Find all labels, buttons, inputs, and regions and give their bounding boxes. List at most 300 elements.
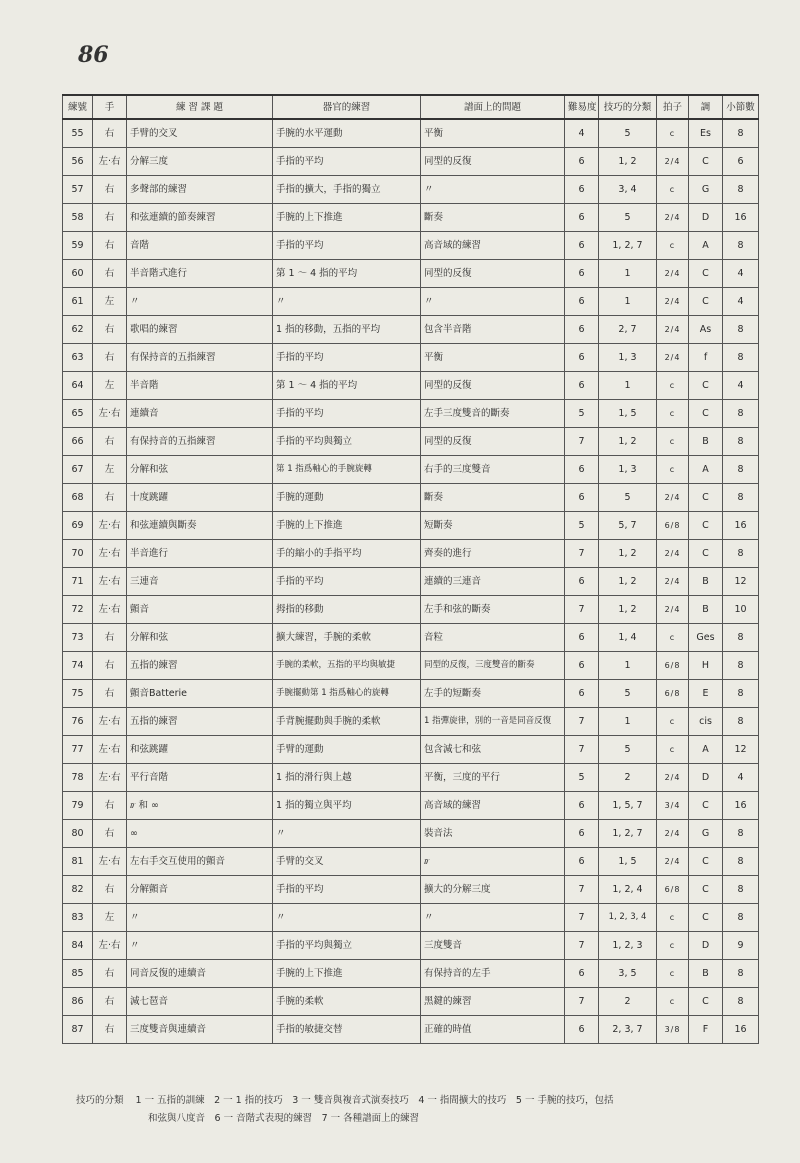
exercise-number-cell: 66 — [63, 428, 93, 456]
measure-count-cell: 8 — [723, 400, 759, 428]
topic-cell: 手臂的交叉 — [127, 119, 273, 148]
organ-practice-cell: 〃 — [273, 820, 421, 848]
key-cell: D — [689, 932, 723, 960]
header-cell: 練號 — [63, 95, 93, 119]
measure-count-cell: 8 — [723, 176, 759, 204]
organ-practice-cell: 手指的平均 — [273, 344, 421, 372]
organ-practice-cell: 手指的平均 — [273, 568, 421, 596]
topic-cell: 𝆖 和 ∞ — [127, 792, 273, 820]
table-row — [63, 148, 759, 176]
difficulty-cell: 6 — [565, 792, 599, 820]
key-cell: C — [689, 988, 723, 1016]
difficulty-cell: 6 — [565, 204, 599, 232]
header-cell: 小節數 — [723, 95, 759, 119]
exercise-number-cell: 71 — [63, 568, 93, 596]
technique-category-cell: 1 — [599, 372, 657, 400]
difficulty-cell: 5 — [565, 764, 599, 792]
meter-cell: c — [657, 119, 689, 148]
meter-cell: c — [657, 176, 689, 204]
table-row — [63, 792, 759, 820]
exercise-number-cell: 57 — [63, 176, 93, 204]
meter-cell: c — [657, 232, 689, 260]
score-problem-cell: 同型的反復 — [421, 428, 565, 456]
organ-practice-cell: 擴大練習，手腕的柔軟 — [273, 624, 421, 652]
hand-cell: 右 — [93, 260, 127, 288]
exercise-number-cell: 58 — [63, 204, 93, 232]
technique-category-cell: 1, 2 — [599, 568, 657, 596]
exercise-number-cell: 85 — [63, 960, 93, 988]
table-row — [63, 876, 759, 904]
organ-practice-cell: 1 指的移動，五指的平均 — [273, 316, 421, 344]
table-row — [63, 652, 759, 680]
topic-cell: 顫音Batterie — [127, 680, 273, 708]
difficulty-cell: 6 — [565, 568, 599, 596]
organ-practice-cell: 手臂的運動 — [273, 736, 421, 764]
exercise-number-cell: 62 — [63, 316, 93, 344]
table-row — [63, 708, 759, 736]
difficulty-cell: 6 — [565, 624, 599, 652]
score-problem-cell: 平衡 — [421, 119, 565, 148]
table-row — [63, 232, 759, 260]
score-problem-cell: 〃 — [421, 176, 565, 204]
score-problem-cell: 1 指彈旋律，別的一音是同音反復 — [421, 708, 565, 736]
key-cell: Es — [689, 119, 723, 148]
score-problem-cell: 斷奏 — [421, 484, 565, 512]
topic-cell: 半音階 — [127, 372, 273, 400]
score-problem-cell: 黑鍵的練習 — [421, 988, 565, 1016]
technique-category-cell: 3, 4 — [599, 176, 657, 204]
technique-category-cell: 2, 7 — [599, 316, 657, 344]
table-row — [63, 1016, 759, 1044]
technique-category-cell: 2 — [599, 764, 657, 792]
topic-cell: 十度跳躍 — [127, 484, 273, 512]
hand-cell: 左·右 — [93, 932, 127, 960]
measure-count-cell: 8 — [723, 624, 759, 652]
technique-category-cell: 5 — [599, 204, 657, 232]
meter-cell: c — [657, 736, 689, 764]
exercise-number-cell: 55 — [63, 119, 93, 148]
technique-category-cell: 5, 7 — [599, 512, 657, 540]
table-row — [63, 848, 759, 876]
score-problem-cell: 𝆖 — [421, 848, 565, 876]
technique-category-cell: 1 — [599, 288, 657, 316]
meter-cell: 6/8 — [657, 680, 689, 708]
topic-cell: 分解和弦 — [127, 624, 273, 652]
score-problem-cell: 左手的短斷奏 — [421, 680, 565, 708]
hand-cell: 左 — [93, 456, 127, 484]
exercise-number-cell: 79 — [63, 792, 93, 820]
difficulty-cell: 6 — [565, 260, 599, 288]
key-cell: C — [689, 540, 723, 568]
measure-count-cell: 4 — [723, 764, 759, 792]
technique-category-cell: 1, 5, 7 — [599, 792, 657, 820]
exercise-number-cell: 78 — [63, 764, 93, 792]
score-problem-cell: 右手的三度雙音 — [421, 456, 565, 484]
hand-cell: 右 — [93, 316, 127, 344]
organ-practice-cell: 手腕擺動第 1 指爲軸心的旋轉 — [273, 680, 421, 708]
key-cell: C — [689, 148, 723, 176]
footnote-line-1: 1 一 五指的訓練 2 一 1 指的技巧 3 一 雙音與複音式演奏技巧 4 一 指間擴大的技巧 5 一 手腕的技巧，包括 — [135, 1095, 614, 1106]
measure-count-cell: 16 — [723, 1016, 759, 1044]
hand-cell: 右 — [93, 652, 127, 680]
hand-cell: 右 — [93, 624, 127, 652]
table-body — [63, 119, 759, 1044]
score-problem-cell: 高音域的練習 — [421, 792, 565, 820]
measure-count-cell: 8 — [723, 876, 759, 904]
measure-count-cell: 10 — [723, 596, 759, 624]
measure-count-cell: 8 — [723, 848, 759, 876]
hand-cell: 右 — [93, 344, 127, 372]
difficulty-cell: 7 — [565, 876, 599, 904]
difficulty-cell: 6 — [565, 344, 599, 372]
technique-category-cell: 1, 5 — [599, 848, 657, 876]
topic-cell: 〃 — [127, 288, 273, 316]
measure-count-cell: 4 — [723, 260, 759, 288]
meter-cell: c — [657, 932, 689, 960]
exercise-number-cell: 61 — [63, 288, 93, 316]
measure-count-cell: 12 — [723, 568, 759, 596]
difficulty-cell: 7 — [565, 428, 599, 456]
topic-cell: 左右手交互使用的顫音 — [127, 848, 273, 876]
score-problem-cell: 擴大的分解三度 — [421, 876, 565, 904]
score-problem-cell: 〃 — [421, 288, 565, 316]
header-cell: 難易度 — [565, 95, 599, 119]
topic-cell: 平行音階 — [127, 764, 273, 792]
organ-practice-cell: 手指的平均與獨立 — [273, 428, 421, 456]
exercise-number-cell: 60 — [63, 260, 93, 288]
meter-cell: 2/4 — [657, 260, 689, 288]
score-problem-cell: 同型的反復，三度雙音的斷奏 — [421, 652, 565, 680]
table-row — [63, 960, 759, 988]
hand-cell: 左·右 — [93, 596, 127, 624]
technique-category-cell: 1, 3 — [599, 344, 657, 372]
difficulty-cell: 6 — [565, 848, 599, 876]
meter-cell: 3/4 — [657, 792, 689, 820]
table-row — [63, 680, 759, 708]
key-cell: E — [689, 680, 723, 708]
topic-cell: 多聲部的練習 — [127, 176, 273, 204]
topic-cell: 有保持音的五指練習 — [127, 344, 273, 372]
hand-cell: 左 — [93, 904, 127, 932]
hand-cell: 右 — [93, 119, 127, 148]
difficulty-cell: 7 — [565, 596, 599, 624]
difficulty-cell: 6 — [565, 960, 599, 988]
meter-cell: c — [657, 456, 689, 484]
meter-cell: 3/8 — [657, 1016, 689, 1044]
table-row — [63, 316, 759, 344]
measure-count-cell: 16 — [723, 792, 759, 820]
table-row — [63, 988, 759, 1016]
difficulty-cell: 7 — [565, 540, 599, 568]
technique-footnote — [76, 1092, 766, 1128]
technique-category-cell: 1, 2 — [599, 148, 657, 176]
score-problem-cell: 包含減七和弦 — [421, 736, 565, 764]
measure-count-cell: 8 — [723, 708, 759, 736]
organ-practice-cell: 1 指的獨立與平均 — [273, 792, 421, 820]
exercise-number-cell: 75 — [63, 680, 93, 708]
exercise-number-cell: 63 — [63, 344, 93, 372]
difficulty-cell: 7 — [565, 932, 599, 960]
exercise-number-cell: 82 — [63, 876, 93, 904]
organ-practice-cell: 手臂的交叉 — [273, 848, 421, 876]
table-row — [63, 568, 759, 596]
meter-cell: 2/4 — [657, 204, 689, 232]
organ-practice-cell: 〃 — [273, 904, 421, 932]
organ-practice-cell: 手腕的柔軟 — [273, 988, 421, 1016]
header-cell: 器官的練習 — [273, 95, 421, 119]
exercise-number-cell: 87 — [63, 1016, 93, 1044]
key-cell: A — [689, 736, 723, 764]
measure-count-cell: 6 — [723, 148, 759, 176]
technique-category-cell: 5 — [599, 484, 657, 512]
topic-cell: 連續音 — [127, 400, 273, 428]
technique-category-cell: 1, 4 — [599, 624, 657, 652]
organ-practice-cell: 第 1 指爲軸心的手腕旋轉 — [273, 456, 421, 484]
difficulty-cell: 6 — [565, 820, 599, 848]
measure-count-cell: 9 — [723, 932, 759, 960]
table-row — [63, 820, 759, 848]
measure-count-cell: 8 — [723, 904, 759, 932]
score-problem-cell: 正確的時值 — [421, 1016, 565, 1044]
topic-cell: 顫音 — [127, 596, 273, 624]
score-problem-cell: 包含半音階 — [421, 316, 565, 344]
score-problem-cell: 音粒 — [421, 624, 565, 652]
table-row — [63, 344, 759, 372]
topic-cell: 和弦跳躍 — [127, 736, 273, 764]
technique-category-cell: 1, 2, 3, 4 — [599, 904, 657, 932]
table-row — [63, 904, 759, 932]
topic-cell: 和弦連續與斷奏 — [127, 512, 273, 540]
difficulty-cell: 6 — [565, 232, 599, 260]
hand-cell: 右 — [93, 876, 127, 904]
measure-count-cell: 4 — [723, 372, 759, 400]
hand-cell: 右 — [93, 820, 127, 848]
technique-category-cell: 5 — [599, 680, 657, 708]
hand-cell: 右 — [93, 988, 127, 1016]
topic-cell: 五指的練習 — [127, 708, 273, 736]
measure-count-cell: 8 — [723, 960, 759, 988]
score-problem-cell: 平衡，三度的平行 — [421, 764, 565, 792]
score-problem-cell: 三度雙音 — [421, 932, 565, 960]
key-cell: Ges — [689, 624, 723, 652]
difficulty-cell: 6 — [565, 372, 599, 400]
table-row — [63, 260, 759, 288]
hand-cell: 左·右 — [93, 736, 127, 764]
hand-cell: 右 — [93, 232, 127, 260]
exercise-number-cell: 64 — [63, 372, 93, 400]
hand-cell: 右 — [93, 176, 127, 204]
table-row — [63, 372, 759, 400]
difficulty-cell: 6 — [565, 316, 599, 344]
exercise-number-cell: 67 — [63, 456, 93, 484]
technique-category-cell: 2 — [599, 988, 657, 1016]
key-cell: A — [689, 232, 723, 260]
topic-cell: ∞ — [127, 820, 273, 848]
difficulty-cell: 4 — [565, 119, 599, 148]
technique-category-cell: 5 — [599, 736, 657, 764]
meter-cell: 2/4 — [657, 596, 689, 624]
topic-cell: 分解顫音 — [127, 876, 273, 904]
meter-cell: 2/4 — [657, 148, 689, 176]
page-number: 86 — [78, 42, 109, 68]
technique-category-cell: 1, 3 — [599, 456, 657, 484]
measure-count-cell: 12 — [723, 736, 759, 764]
organ-practice-cell: 手腕的運動 — [273, 484, 421, 512]
technique-category-cell: 1 — [599, 708, 657, 736]
exercise-number-cell: 72 — [63, 596, 93, 624]
key-cell: cis — [689, 708, 723, 736]
hand-cell: 右 — [93, 1016, 127, 1044]
table-row — [63, 428, 759, 456]
meter-cell: c — [657, 904, 689, 932]
header-cell: 練 習 課 題 — [127, 95, 273, 119]
meter-cell: 2/4 — [657, 344, 689, 372]
difficulty-cell: 7 — [565, 708, 599, 736]
organ-practice-cell: 手背腕擺動與手腕的柔軟 — [273, 708, 421, 736]
measure-count-cell: 8 — [723, 316, 759, 344]
organ-practice-cell: 〃 — [273, 288, 421, 316]
table-header-row — [63, 95, 759, 119]
hand-cell: 左·右 — [93, 148, 127, 176]
exercise-number-cell: 76 — [63, 708, 93, 736]
meter-cell: 2/4 — [657, 764, 689, 792]
topic-cell: 半音進行 — [127, 540, 273, 568]
difficulty-cell: 6 — [565, 176, 599, 204]
footnote-label: 技巧的分類 — [76, 1095, 124, 1106]
meter-cell: c — [657, 428, 689, 456]
organ-practice-cell: 手的縮小的手指平均 — [273, 540, 421, 568]
table-row — [63, 932, 759, 960]
meter-cell: 2/4 — [657, 316, 689, 344]
measure-count-cell: 8 — [723, 680, 759, 708]
hand-cell: 左·右 — [93, 400, 127, 428]
topic-cell: 三度雙音與連續音 — [127, 1016, 273, 1044]
key-cell: C — [689, 904, 723, 932]
key-cell: H — [689, 652, 723, 680]
organ-practice-cell: 手腕的柔軟，五指的平均與敏捷 — [273, 652, 421, 680]
organ-practice-cell: 手腕的水平運動 — [273, 119, 421, 148]
score-problem-cell: 裝音法 — [421, 820, 565, 848]
exercise-number-cell: 80 — [63, 820, 93, 848]
organ-practice-cell: 1 指的滑行與上越 — [273, 764, 421, 792]
organ-practice-cell: 手指的平均 — [273, 232, 421, 260]
key-cell: C — [689, 288, 723, 316]
organ-practice-cell: 第 1 ～ 4 指的平均 — [273, 260, 421, 288]
meter-cell: 6/8 — [657, 876, 689, 904]
score-problem-cell: 同型的反復 — [421, 372, 565, 400]
table-row — [63, 484, 759, 512]
table-row — [63, 540, 759, 568]
topic-cell: 半音階式進行 — [127, 260, 273, 288]
score-problem-cell: 齊奏的進行 — [421, 540, 565, 568]
difficulty-cell: 7 — [565, 736, 599, 764]
technique-category-cell: 5 — [599, 119, 657, 148]
key-cell: f — [689, 344, 723, 372]
topic-cell: 分解三度 — [127, 148, 273, 176]
technique-category-cell: 2, 3, 7 — [599, 1016, 657, 1044]
key-cell: D — [689, 764, 723, 792]
score-problem-cell: 有保持音的左手 — [421, 960, 565, 988]
meter-cell: 2/4 — [657, 848, 689, 876]
technique-category-cell: 1, 2, 4 — [599, 876, 657, 904]
topic-cell: 歌唱的練習 — [127, 316, 273, 344]
topic-cell: 和弦連續的節奏練習 — [127, 204, 273, 232]
key-cell: B — [689, 596, 723, 624]
key-cell: C — [689, 848, 723, 876]
organ-practice-cell: 手指的擴大，手指的獨立 — [273, 176, 421, 204]
exercise-number-cell: 86 — [63, 988, 93, 1016]
topic-cell: 〃 — [127, 932, 273, 960]
meter-cell: 2/4 — [657, 820, 689, 848]
technique-category-cell: 1 — [599, 260, 657, 288]
table-row — [63, 119, 759, 148]
exercise-number-cell: 81 — [63, 848, 93, 876]
table-row — [63, 512, 759, 540]
measure-count-cell: 8 — [723, 344, 759, 372]
technique-category-cell: 1, 5 — [599, 400, 657, 428]
measure-count-cell: 8 — [723, 428, 759, 456]
key-cell: G — [689, 820, 723, 848]
score-problem-cell: 平衡 — [421, 344, 565, 372]
table-row — [63, 456, 759, 484]
hand-cell: 左·右 — [93, 540, 127, 568]
key-cell: As — [689, 316, 723, 344]
topic-cell: 〃 — [127, 904, 273, 932]
hand-cell: 左·右 — [93, 512, 127, 540]
hand-cell: 右 — [93, 680, 127, 708]
key-cell: B — [689, 428, 723, 456]
exercise-number-cell: 56 — [63, 148, 93, 176]
meter-cell: c — [657, 960, 689, 988]
hand-cell: 左·右 — [93, 764, 127, 792]
difficulty-cell: 5 — [565, 400, 599, 428]
score-problem-cell: 高音域的練習 — [421, 232, 565, 260]
table-row — [63, 176, 759, 204]
key-cell: D — [689, 204, 723, 232]
difficulty-cell: 7 — [565, 904, 599, 932]
meter-cell: 2/4 — [657, 484, 689, 512]
key-cell: F — [689, 1016, 723, 1044]
difficulty-cell: 6 — [565, 680, 599, 708]
measure-count-cell: 8 — [723, 119, 759, 148]
organ-practice-cell: 手腕的上下推進 — [273, 512, 421, 540]
topic-cell: 分解和弦 — [127, 456, 273, 484]
key-cell: C — [689, 372, 723, 400]
hand-cell: 左·右 — [93, 848, 127, 876]
score-problem-cell: 斷奏 — [421, 204, 565, 232]
table-row — [63, 624, 759, 652]
hand-cell: 右 — [93, 960, 127, 988]
key-cell: C — [689, 400, 723, 428]
score-problem-cell: 〃 — [421, 904, 565, 932]
score-problem-cell: 左手三度雙音的斷奏 — [421, 400, 565, 428]
difficulty-cell: 5 — [565, 512, 599, 540]
score-problem-cell: 同型的反復 — [421, 148, 565, 176]
meter-cell: c — [657, 372, 689, 400]
technique-category-cell: 1, 2, 7 — [599, 232, 657, 260]
hand-cell: 左·右 — [93, 708, 127, 736]
table-row — [63, 736, 759, 764]
meter-cell: c — [657, 400, 689, 428]
technique-category-cell: 1, 2 — [599, 540, 657, 568]
organ-practice-cell: 第 1 ～ 4 指的平均 — [273, 372, 421, 400]
measure-count-cell: 8 — [723, 540, 759, 568]
exercise-number-cell: 74 — [63, 652, 93, 680]
difficulty-cell: 6 — [565, 456, 599, 484]
difficulty-cell: 7 — [565, 988, 599, 1016]
topic-cell: 有保持音的五指練習 — [127, 428, 273, 456]
topic-cell: 音階 — [127, 232, 273, 260]
